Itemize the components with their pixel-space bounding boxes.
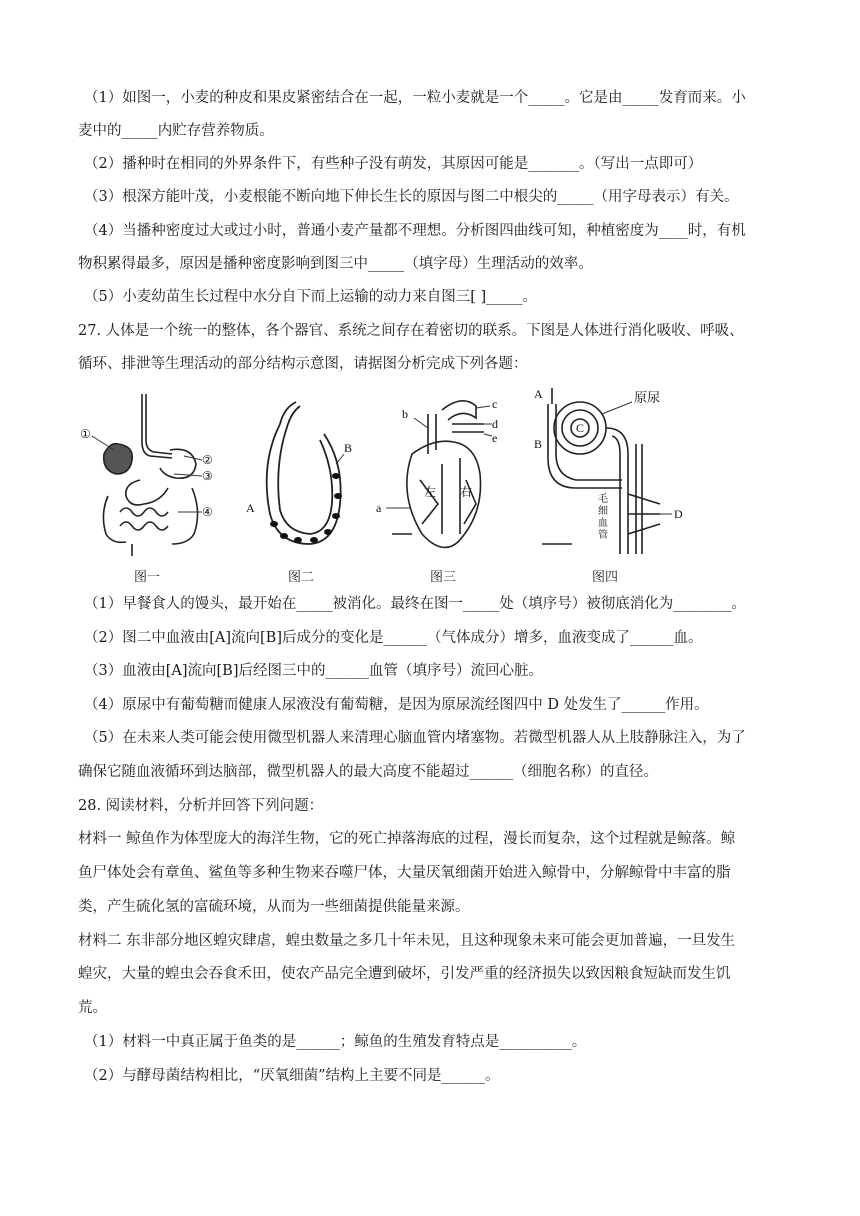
q28-material1-line1: 材料一 鲸鱼作为体型庞大的海洋生物，它的死亡掉落海底的过程，漫长而复杂，这个过程就是鲸落。鲸 [78, 831, 736, 847]
q28-material2-line1: 材料二 东非部分地区蝗灾肆虐，蝗虫数量之多几十年未见，且这种现象未来可能会更加普遍，一旦发生 [78, 933, 736, 949]
svg-text:左: 左 [424, 485, 437, 499]
q26-sub1-line2: 麦中的_____内贮存营养物质。 [78, 123, 274, 139]
alveolus-diagram [240, 384, 360, 564]
q26-sub1-line1: （1）如图一，小麦的种皮和果皮紧密结合在一起，一粒小麦就是一个_____。它是由_____发育而来。小 [84, 90, 746, 106]
figure4-caption: 图四 [592, 570, 619, 585]
q26-sub5: （5）小麦幼苗生长过程中水分自下而上运输的动力来自图三[ ]_____。 [84, 289, 537, 305]
figure-digestive-system [80, 384, 220, 584]
heart-diagram [372, 384, 512, 564]
fig4-label-a: A [534, 387, 543, 401]
fig4-text-primary-urine: 原尿 [634, 391, 661, 406]
q27-stem-line2: 循环、排泄等生理活动的部分结构示意图，请据图分析完成下列各题： [78, 356, 528, 372]
fig4-label-b: B [534, 437, 543, 451]
q28-material2-line3: 荒。 [78, 1000, 107, 1016]
fig2-label-a: A [246, 501, 255, 515]
fig3-label-e: e [492, 431, 498, 445]
nephron-diagram [532, 384, 702, 564]
q27-sub4: （4）原尿中有葡萄糖而健康人尿液没有葡萄糖，是因为原尿流经图四中 D 处发生了______作用。 [84, 697, 709, 713]
figure1-caption: 图一 [134, 570, 161, 585]
q26-sub4-line1: （4）当播种密度过大或过小时，普通小麦产量都不理想。分析图四曲线可知，种植密度为____时，有机 [84, 223, 746, 239]
fig4-text-capillary-1: 毛 [598, 494, 608, 505]
fig1-label-1: ① [80, 427, 91, 441]
svg-text:右: 右 [460, 485, 473, 499]
q26-sub4-line2: 物积累得最多，原因是播种密度影响到图三中_____（填字母）生理活动的效率。 [78, 256, 593, 272]
figure3-caption: 图三 [430, 570, 457, 585]
q27-sub5-line1: （5）在未来人类可能会使用微型机器人来清理心脑血管内堵塞物。若微型机器人从上肢静脉注入，为了 [84, 730, 746, 746]
figure-heart [372, 384, 512, 584]
q28-sub2: （2）与酵母菌结构相比，“厌氧细菌”结构上主要不同是______。 [84, 1068, 500, 1084]
fig2-label-b: B [344, 441, 353, 455]
figure-nephron [532, 384, 702, 584]
q28-material1-line2: 鱼尸体处会有章鱼、鲨鱼等多种生物来吞噬尸体，大量厌氧细菌开始进入鲸骨中，分解鲸骨中丰富的脂 [78, 865, 731, 881]
q28-stem: 28. 阅读材料，分析并回答下列问题： [78, 798, 324, 814]
fig4-label-d: D [674, 507, 683, 521]
q27-figures [80, 384, 720, 584]
fig4-text-capillary-4: 管 [598, 530, 608, 541]
fig4-label-c: C [576, 421, 585, 435]
digestive-system-diagram [80, 384, 220, 564]
q27-sub5-line2: 确保它随血液循环到达脑部，微型机器人的最大高度不能超过______（细胞名称）的直径。 [78, 764, 658, 780]
figure-alveolus [240, 384, 360, 584]
q27-sub3: （3）血液由[A]流向[B]后经图三中的______血管（填序号）流回心脏。 [84, 663, 543, 679]
figure2-caption: 图二 [288, 570, 315, 585]
fig3-label-b: b [402, 407, 408, 421]
fig3-label-d: d [492, 417, 498, 431]
q28-material1-line3: 类，产生硫化氢的富硫环境，从而为一些细菌提供能量来源。 [78, 899, 470, 915]
q26-sub2: （2）播种时在相同的外界条件下，有些种子没有萌发，其原因可能是_______。（写出一点即可） [84, 156, 703, 172]
fig1-label-4: ④ [202, 505, 213, 519]
q27-stem-line1: 27. 人体是一个统一的整体，各个器官、系统之间存在着密切的联系。下图是人体进行消化吸收、呼吸、 [78, 323, 744, 339]
q28-material2-line2: 蝗灾，大量的蝗虫会吞食禾田，使农产品完全遭到破坏，引发严重的经济损失以致因粮食短缺而发生饥 [78, 966, 731, 982]
fig1-label-3: ③ [202, 469, 213, 483]
q27-sub2: （2）图二中血液由[A]流向[B]后成分的变化是______（气体成分）增多，血液变成了______血。 [84, 630, 703, 646]
fig1-label-2: ② [202, 453, 213, 467]
q26-sub3: （3）根深方能叶茂，小麦根能不断向地下伸长生长的原因与图二中根尖的_____（用字母表示）有关。 [84, 189, 739, 205]
fig4-text-capillary-2: 细 [598, 506, 608, 517]
q27-sub1: （1）早餐食人的馒头，最开始在_____被消化。最终在图一_____处（填序号）被彻底消化为________。 [84, 596, 746, 612]
fig3-label-c: c [492, 397, 498, 411]
fig4-text-capillary-3: 血 [598, 518, 608, 529]
fig3-label-a: a [376, 501, 382, 515]
q28-sub1: （1）材料一中真正属于鱼类的是______；鲸鱼的生殖发育特点是__________。 [84, 1034, 587, 1050]
